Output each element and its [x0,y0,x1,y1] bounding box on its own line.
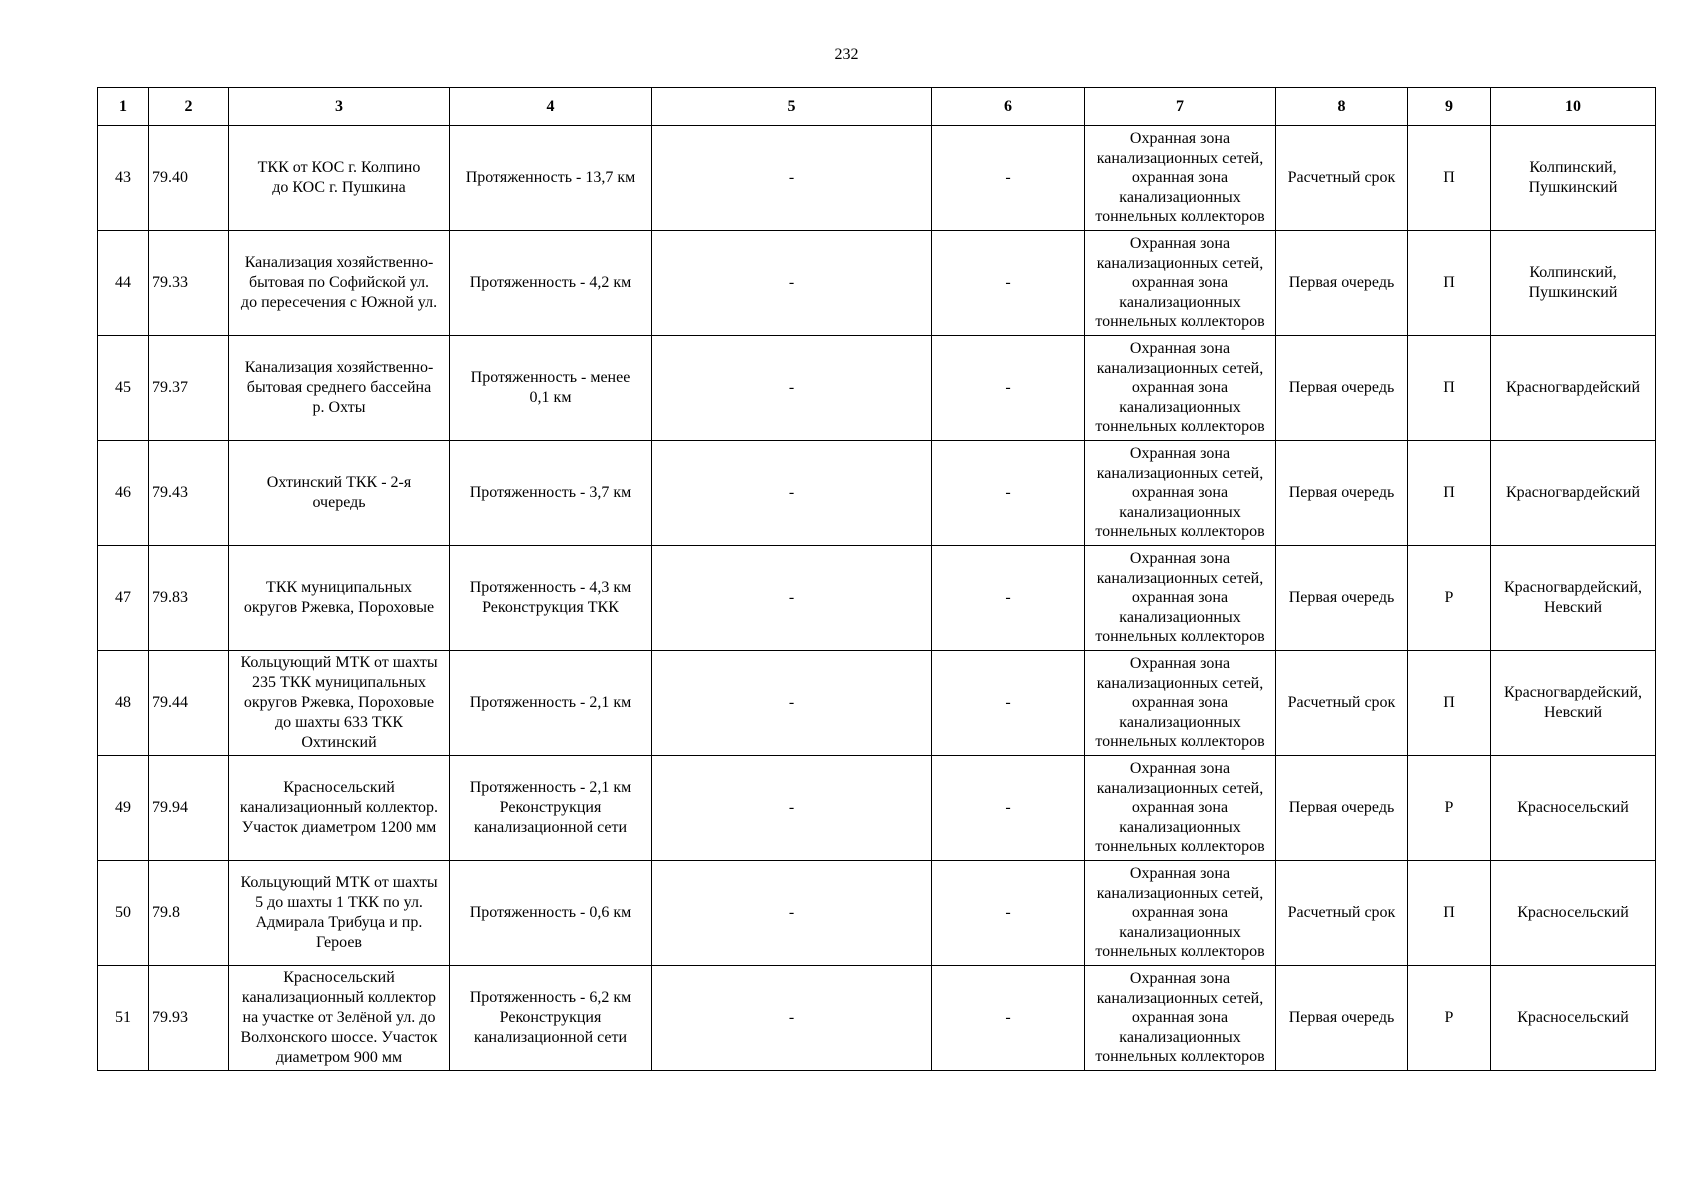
object-code-cell: 79.43 [149,441,229,546]
object-name-cell [229,231,450,336]
district-line: Колпинский, [1529,264,1617,281]
zone-line: канализационных [1119,188,1241,206]
status-cell: П [1408,441,1491,546]
object-name-line: Канализация хозяйственно- [244,359,434,376]
zone-line: канализационных [1119,398,1241,416]
parameters-cell [450,336,652,441]
column-6-cell: - [932,546,1085,651]
zone-line: Охранная зона [1129,235,1231,253]
column-5-cell: - [652,651,932,756]
column-6-cell: - [932,126,1085,231]
zone-line: Охранная зона [1129,445,1231,463]
object-name-line: бытовая по Софийской ул. [248,274,430,291]
column-5-cell: - [652,231,932,336]
district-cell [1491,336,1656,441]
object-name-cell [229,651,450,756]
zone-line: Охранная зона [1129,970,1231,988]
object-name-line: Канализация хозяйственно- [244,254,434,271]
zone-cell [1085,756,1276,861]
object-name-line: до КОС г. Пушкина [272,179,406,196]
header-cell-9: 9 [1408,88,1491,126]
district-line: Красногвардейский, [1503,684,1643,701]
zone-line: Охранная зона [1129,655,1231,673]
parameters-line: Протяженность - 2,1 км [469,694,632,711]
zone-line: канализационных [1119,608,1241,626]
district-line: Пушкинский [1528,179,1618,196]
term-cell: Первая очередь [1276,336,1408,441]
table-row [98,546,1656,651]
district-line: Красногвардейский [1505,484,1641,501]
column-5-cell: - [652,546,932,651]
object-name-line: очередь [312,494,366,511]
parameters-cell [450,966,652,1071]
district-cell [1491,756,1656,861]
object-name-cell [229,861,450,966]
parameters-line: Протяженность - 0,6 км [469,904,632,921]
zone-line: охранная зона [1131,379,1229,397]
district-cell [1491,651,1656,756]
parameters-line: Протяженность - 4,3 км [469,579,632,596]
parameters-cell [450,546,652,651]
status-cell: П [1408,651,1491,756]
column-6-cell: - [932,966,1085,1071]
zone-line: охранная зона [1131,274,1229,292]
parameters-line: канализационной сети [473,1029,628,1046]
object-name-line: р. Охты [312,399,366,416]
zone-line: тоннельных коллекторов [1095,943,1265,961]
district-cell [1491,966,1656,1071]
status-cell: Р [1408,966,1491,1071]
table-row [98,966,1656,1071]
object-name-cell [229,441,450,546]
zone-line: тоннельных коллекторов [1095,628,1265,646]
column-6-cell: - [932,336,1085,441]
column-5-cell: - [652,966,932,1071]
header-cell-4: 4 [450,88,652,126]
term-cell: Первая очередь [1276,231,1408,336]
header-cell-10: 10 [1491,88,1656,126]
status-cell: П [1408,231,1491,336]
zone-line: тоннельных коллекторов [1095,733,1265,751]
zone-line: Охранная зона [1129,760,1231,778]
object-name-line: 235 ТКК муниципальных [252,674,426,691]
term-cell: Первая очередь [1276,441,1408,546]
column-5-cell: - [652,126,932,231]
parameters-cell [450,651,652,756]
status-cell: П [1408,861,1491,966]
table-row [98,651,1656,756]
zone-line: тоннельных коллекторов [1095,208,1265,226]
object-name-line: бытовая среднего бассейна [246,379,432,396]
column-6-cell: - [932,861,1085,966]
zone-line: тоннельных коллекторов [1095,523,1265,541]
object-code-cell: 79.44 [149,651,229,756]
column-6-cell: - [932,231,1085,336]
zone-line: охранная зона [1131,589,1229,607]
column-6-cell: - [932,756,1085,861]
parameters-line: Протяженность - 6,2 км [469,989,632,1006]
object-name-cell [229,756,450,861]
header-cell-3: 3 [229,88,450,126]
row-number-cell: 44 [98,231,149,336]
object-name-cell [229,546,450,651]
zone-line: Охранная зона [1129,130,1231,148]
object-name-line: Волхонского шоссе. Участок [240,1029,438,1046]
column-5-cell: - [652,756,932,861]
status-cell: П [1408,336,1491,441]
district-line: Невский [1543,599,1603,616]
zone-line: охранная зона [1131,799,1229,817]
column-6-cell: - [932,651,1085,756]
term-cell: Расчетный срок [1276,651,1408,756]
zone-cell [1085,231,1276,336]
object-code-cell: 79.94 [149,756,229,861]
table-row [98,756,1656,861]
header-row [98,88,1656,126]
district-line: Красногвардейский, [1503,579,1643,596]
header-cell-2: 2 [149,88,229,126]
object-code-cell: 79.93 [149,966,229,1071]
zone-line: канализационных сетей, [1096,464,1264,482]
parameters-line: Протяженность - 13,7 км [465,169,636,186]
data-table [97,87,1656,1071]
header-cell-7: 7 [1085,88,1276,126]
parameters-line: Протяженность - 2,1 км [469,779,632,796]
district-cell [1491,861,1656,966]
zone-cell [1085,126,1276,231]
parameters-line: 0,1 км [529,389,572,406]
table-row [98,336,1656,441]
object-name-line: Героев [316,934,362,951]
parameters-cell [450,231,652,336]
object-name-line: Охтинский ТКК - 2-я [266,474,412,491]
parameters-line: Реконструкция [499,1009,602,1026]
column-5-cell: - [652,861,932,966]
district-line: Красносельский [1517,1009,1629,1026]
zone-line: тоннельных коллекторов [1095,838,1265,856]
row-number-cell: 50 [98,861,149,966]
object-code-cell: 79.40 [149,126,229,231]
zone-line: канализационных сетей, [1096,884,1264,902]
object-name-line: диаметром 900 мм [275,1049,403,1066]
object-name-line: округов Ржевка, Пороховые [243,694,435,711]
object-name-line: Кольцующий МТК от шахты [240,654,438,671]
object-name-cell [229,126,450,231]
zone-cell [1085,441,1276,546]
row-number-cell: 51 [98,966,149,1071]
object-code-cell: 79.83 [149,546,229,651]
object-name-line: ТКК от КОС г. Колпино [257,159,421,176]
object-name-line: 5 до шахты 1 ТКК по ул. [255,894,423,911]
parameters-line: Реконструкция [499,799,602,816]
zone-line: тоннельных коллекторов [1095,418,1265,436]
object-name-line: Красносельский [283,779,395,796]
zone-line: канализационных [1119,503,1241,521]
column-6-cell: - [932,441,1085,546]
parameters-line: Протяженность - менее [470,369,631,386]
object-code-cell: 79.37 [149,336,229,441]
parameters-cell [450,756,652,861]
column-5-cell: - [652,336,932,441]
zone-line: тоннельных коллекторов [1095,313,1265,331]
zone-line: канализационных [1119,818,1241,836]
object-name-line: до пересечения с Южной ул. [240,294,438,311]
zone-line: канализационных [1119,1028,1241,1046]
district-line: Красносельский [1517,904,1629,921]
column-5-cell: - [652,441,932,546]
row-number-cell: 46 [98,441,149,546]
table-header [98,88,1656,126]
status-cell: П [1408,126,1491,231]
table-row [98,231,1656,336]
row-number-cell: 47 [98,546,149,651]
zone-line: канализационных сетей, [1096,779,1264,797]
zone-line: Охранная зона [1129,550,1231,568]
zone-line: Охранная зона [1129,865,1231,883]
district-cell [1491,126,1656,231]
object-name-line: Участок диаметром 1200 мм [241,819,437,836]
zone-line: тоннельных коллекторов [1095,1048,1265,1066]
table-body [98,126,1656,1071]
object-name-line: на участке от Зелёной ул. до [242,1009,436,1026]
zone-line: канализационных [1119,713,1241,731]
object-name-line: канализационный коллектор [241,989,437,1006]
header-cell-1: 1 [98,88,149,126]
term-cell: Первая очередь [1276,756,1408,861]
district-line: Колпинский, [1529,159,1617,176]
object-name-line: до шахты 633 ТКК [274,714,404,731]
zone-line: канализационных сетей, [1096,674,1264,692]
page-number: 232 [834,46,859,63]
zone-line: охранная зона [1131,169,1229,187]
row-number-cell: 49 [98,756,149,861]
zone-cell [1085,546,1276,651]
parameters-line: Протяженность - 4,2 км [469,274,632,291]
header-cell-5: 5 [652,88,932,126]
zone-line: охранная зона [1131,1009,1229,1027]
table-row [98,861,1656,966]
term-cell: Первая очередь [1276,966,1408,1071]
term-cell: Расчетный срок [1276,126,1408,231]
object-name-line: округов Ржевка, Пороховые [243,599,435,616]
zone-line: канализационных сетей, [1096,989,1264,1007]
zone-line: канализационных сетей, [1096,254,1264,272]
term-cell: Расчетный срок [1276,861,1408,966]
district-line: Красногвардейский [1505,379,1641,396]
row-number-cell: 45 [98,336,149,441]
district-cell [1491,441,1656,546]
zone-cell [1085,651,1276,756]
zone-line: канализационных [1119,923,1241,941]
object-name-cell [229,966,450,1071]
parameters-line: Реконструкция ТКК [482,599,619,616]
zone-line: канализационных [1119,293,1241,311]
object-name-line: Кольцующий МТК от шахты [240,874,438,891]
zone-cell [1085,336,1276,441]
status-cell: Р [1408,756,1491,861]
district-line: Пушкинский [1528,284,1618,301]
zone-cell [1085,861,1276,966]
object-code-cell: 79.8 [149,861,229,966]
zone-line: охранная зона [1131,694,1229,712]
table-row [98,441,1656,546]
object-name-line: Адмирала Трибуца и пр. [255,914,423,931]
zone-line: охранная зона [1131,484,1229,502]
zone-cell [1085,966,1276,1071]
object-name-line: ТКК муниципальных [266,579,412,596]
header-cell-6: 6 [932,88,1085,126]
zone-line: канализационных сетей, [1096,149,1264,167]
district-line: Невский [1543,704,1603,721]
object-name-line: Красносельский [283,969,395,986]
zone-line: Охранная зона [1129,340,1231,358]
district-cell [1491,231,1656,336]
district-line: Красносельский [1517,799,1629,816]
row-number-cell: 48 [98,651,149,756]
parameters-cell [450,441,652,546]
parameters-line: Протяженность - 3,7 км [469,484,632,501]
table-row [98,126,1656,231]
parameters-cell [450,126,652,231]
object-code-cell: 79.33 [149,231,229,336]
object-name-line: Охтинский [301,734,377,751]
header-cell-8: 8 [1276,88,1408,126]
district-cell [1491,546,1656,651]
parameters-line: канализационной сети [473,819,628,836]
term-cell: Первая очередь [1276,546,1408,651]
zone-line: канализационных сетей, [1096,359,1264,377]
status-cell: Р [1408,546,1491,651]
zone-line: канализационных сетей, [1096,569,1264,587]
parameters-cell [450,861,652,966]
object-name-line: канализационный коллектор. [239,799,439,816]
zone-line: охранная зона [1131,904,1229,922]
row-number-cell: 43 [98,126,149,231]
object-name-cell [229,336,450,441]
